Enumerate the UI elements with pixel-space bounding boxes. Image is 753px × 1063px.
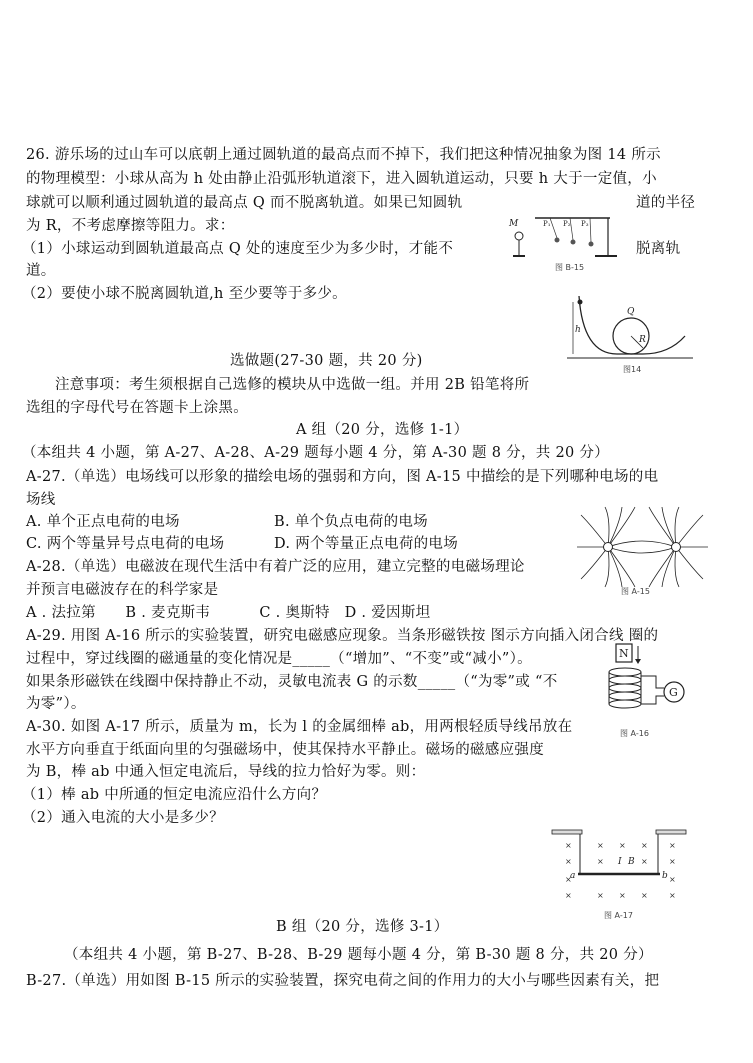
a27-line-2: 场线 [26, 492, 56, 508]
figure-a17-field-marks [565, 841, 676, 900]
a27-option-d: D. 两个等量正点电荷的电场 [274, 536, 459, 552]
figure-a17-label-b-field: B [628, 857, 635, 867]
elective-note-2: 选组的字母代号在答题卡上涂黑。 [26, 400, 248, 416]
figure-b15-ball-1 [555, 238, 560, 243]
svg-text:×: × [669, 841, 676, 850]
svg-text:×: × [669, 891, 676, 900]
figure-a16-wire-bottom [641, 696, 664, 704]
svg-text:×: × [597, 891, 604, 900]
a29-line-2: 过程中，穿过线圈的磁通量的变化情况是_____（“增加”、“不变”或“减小”）。 [26, 651, 532, 667]
figure-a17-label-b: b [662, 871, 668, 881]
q26-line-6: 道。 [26, 263, 56, 279]
q26-line-3: 球就可以顺利通过圆轨道的最高点 Q 而不脱离轨道。如果已知圆轨 [26, 195, 463, 211]
a30-line-2: 水平方向垂直于纸面向里的匀强磁场中，使其保持水平静止。磁场的磁感应强度 [26, 742, 544, 758]
figure-a17-caption: 图 A-17 [604, 911, 633, 920]
q26-question-2: （2）要使小球不脱离圆轨道,h 至少要等于多少。 [22, 286, 347, 302]
figure-b15 [505, 212, 625, 272]
b27-line-1: B-27.（单选）用如图 B-15 所示的实验装置，探究电荷之间的作用力的大小与哪些因素有关，把 [26, 973, 660, 989]
a27-option-a: A. 单个正点电荷的电场 [26, 514, 180, 530]
figure-b15-caption: 图 B-15 [555, 263, 585, 272]
figure-a17-label-a: a [570, 871, 576, 881]
figure-a16-caption: 图 A-16 [620, 729, 649, 738]
figure-a15-field-lines [577, 507, 708, 587]
figure-b15-label-m: M [509, 219, 519, 229]
a29-line-1: A-29. 用图 A-16 所示的实验装置，研究电磁感应现象。当条形磁铁按 图示方向插入闭合线 圈的 [26, 628, 659, 644]
svg-text:×: × [669, 857, 676, 866]
figure-b15-m-ball [515, 232, 523, 240]
svg-text:×: × [565, 891, 572, 900]
figure-14-label-r: R [639, 335, 646, 345]
figure-14-label-h: h [575, 325, 581, 335]
figure-a17 [550, 826, 690, 922]
a28-options: A . 法拉第 B . 麦克斯韦 C . 奥斯特 D . 爱因斯坦 [26, 605, 431, 621]
svg-text:×: × [619, 891, 626, 900]
figure-a17-support-right [656, 830, 686, 834]
q26-question-1-tail: 脱离轨 [636, 241, 681, 257]
svg-text:×: × [641, 841, 648, 850]
svg-text:×: × [619, 841, 626, 850]
figure-a15-charge-left [604, 543, 613, 552]
svg-text:×: × [565, 875, 572, 884]
figure-b15-ball-3 [589, 242, 594, 247]
elective-note-1: 注意事项：考生须根据自己选修的模块从中选做一组。并用 2B 铅笔将所 [55, 377, 530, 393]
figure-a15-charge-right [672, 543, 681, 552]
figure-b15-thread-3 [590, 218, 591, 242]
figure-a16-magnet-label: N [619, 647, 629, 660]
a30-question-2: （2）通入电流的大小是多少？ [22, 810, 224, 826]
figure-a17-label-i: I [618, 857, 622, 867]
svg-text:×: × [565, 857, 572, 866]
figure-a16-galvanometer-label: G [669, 686, 678, 699]
a27-option-c: C. 两个等量异号点电荷的电场 [26, 536, 225, 552]
q26-line-3-tail: 道的半径 [636, 195, 696, 211]
q26-line-4: 为 R，不考虑摩擦等阻力。求： [26, 218, 235, 234]
figure-a16-coil [609, 668, 641, 708]
figure-b15-label-p2: P₂ [563, 220, 571, 228]
svg-text:×: × [565, 841, 572, 850]
figure-a16 [598, 642, 694, 740]
figure-a15 [575, 505, 710, 595]
figure-14-ball [578, 300, 583, 305]
svg-text:×: × [641, 857, 648, 866]
figure-14-ramp [579, 296, 643, 354]
group-a-desc: （本组共 4 小题，第 A-27、A-28、A-29 题每小题 4 分，第 A-30 题 8 分，共 20 分） [22, 445, 610, 461]
svg-text:×: × [597, 857, 604, 866]
a27-line-1: A-27.（单选）电场线可以形象的描绘电场的强弱和方向，图 A-15 中描绘的是下列哪种电场的电 [26, 469, 659, 485]
figure-b15-label-p3: P₃ [581, 220, 589, 228]
a27-option-b: B. 单个负点电荷的电场 [274, 514, 428, 530]
a30-question-1: （1）棒 ab 中所通的恒定电流应沿什么方向？ [22, 787, 327, 803]
a29-line-4: 为零”）。 [26, 696, 86, 712]
figure-14-caption: 图14 [623, 365, 642, 374]
a30-line-1: A-30. 如图 A-17 所示，质量为 m，长为 l 的金属细棒 ab，用两根轻质导线吊放在 [26, 719, 573, 735]
figure-b15-thread-1 [550, 218, 557, 238]
figure-a16-wire-top [641, 676, 664, 688]
figure-a17-support-left [552, 830, 582, 834]
group-b-desc: （本组共 4 小题，第 B-27、B-28、B-29 题每小题 4 分，第 B-30 题 8 分，共 20 分） [64, 947, 653, 963]
group-a-title: A 组（20 分，选修 1-1） [296, 422, 469, 438]
figure-14 [565, 292, 700, 374]
svg-text:×: × [641, 891, 648, 900]
elective-title: 选做题(27-30 题，共 20 分) [230, 353, 423, 369]
svg-text:×: × [597, 841, 604, 850]
group-b-title: B 组（20 分，选修 3-1） [276, 919, 449, 935]
figure-14-label-q: Q [627, 307, 635, 317]
figure-b15-ball-2 [571, 240, 576, 245]
figure-a15-caption: 图 A-15 [621, 587, 650, 595]
a30-line-3: 为 B，棒 ab 中通入恒定电流后，导线的拉力恰好为零。则： [26, 764, 426, 780]
q26-line-2: 的物理模型：小球从高为 h 处由静止沿弧形轨道滚下，进入圆轨道运动，只要 h 大于一定值，小 [26, 171, 657, 187]
figure-a16-arrow-head [635, 659, 641, 664]
a29-line-3: 如果条形磁铁在线圈中保持静止不动，灵敏电流表 G 的示数_____（“为零”或 “不 [26, 674, 558, 690]
a28-line-1: A-28.（单选）电磁波在现代生活中有着广泛的应用，建立完整的电磁场理论 [26, 559, 525, 575]
svg-text:×: × [669, 875, 676, 884]
q26-line-1: 26. 游乐场的过山车可以底朝上通过圆轨道的最高点而不掉下，我们把这种情况抽象为图 14 所示 [26, 147, 661, 163]
q26-question-1: （1）小球运动到圆轨道最高点 Q 处的速度至少为多少时，才能不 [22, 241, 454, 257]
a28-line-2: 并预言电磁波存在的科学家是 [26, 582, 219, 598]
figure-b15-label-p1: P₁ [543, 220, 551, 228]
